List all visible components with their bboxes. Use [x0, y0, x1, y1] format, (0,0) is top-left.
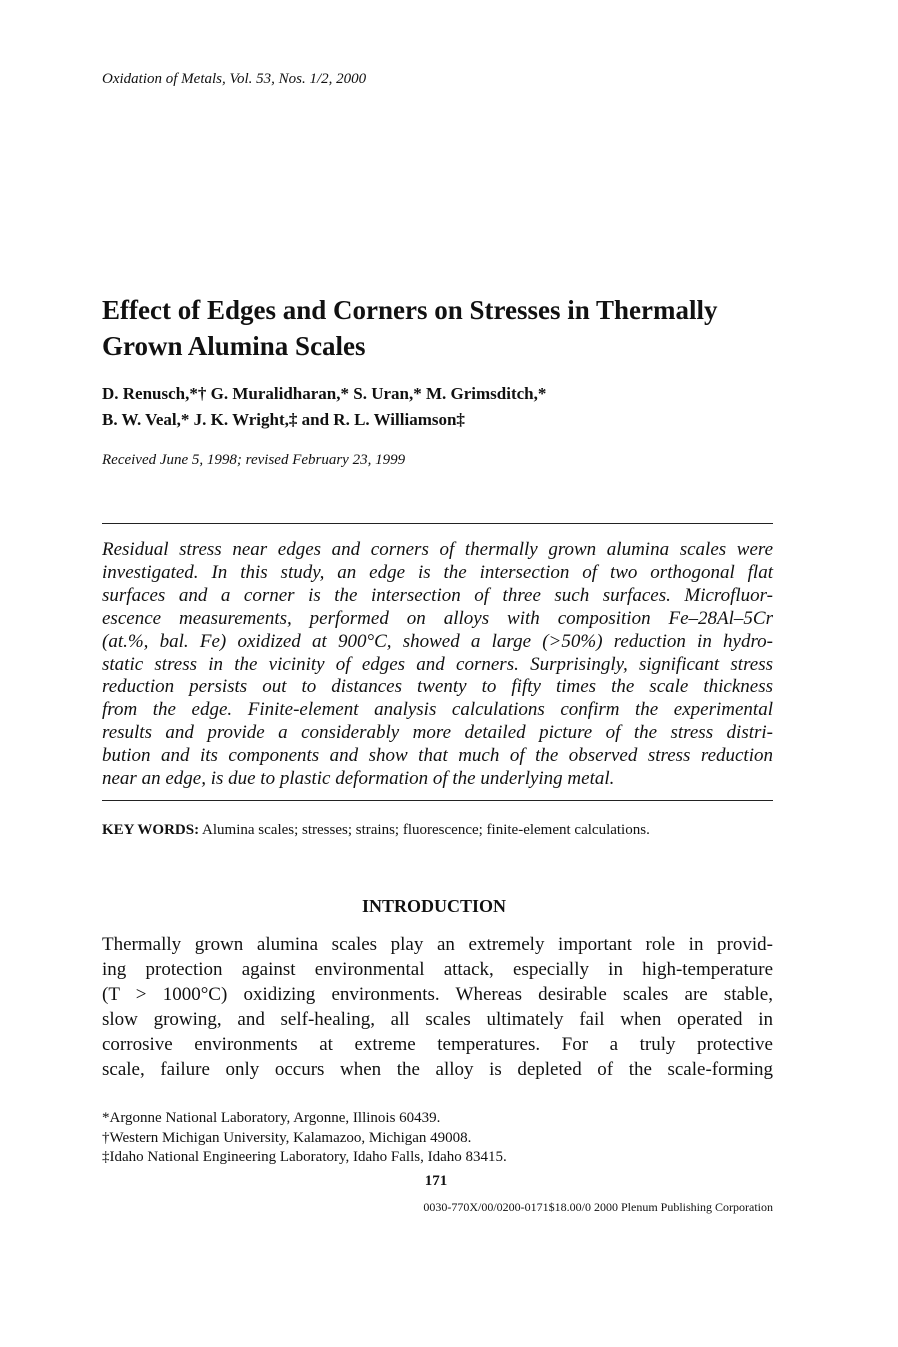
- author-line: D. Renusch,*† G. Muralidharan,* S. Uran,* M. Grimsditch,*: [102, 384, 547, 403]
- abstract-line: (at.%, bal. Fe) oxidized at 900°C, showed a large (>50%) reduction in hydro-: [102, 630, 773, 652]
- body-line: slow growing, and self-healing, all scales ultimately fail when operated in: [102, 1009, 773, 1030]
- keywords: [102, 822, 650, 839]
- abstract-line: investigated. In this study, an edge is the intersection of two orthogonal flat: [102, 561, 773, 583]
- abstract-line: from the edge. Finite-element analysis calculations confirm the experimental: [102, 699, 773, 721]
- body-line: (T > 1000°C) oxidizing environments. Whereas desirable scales are stable,: [102, 984, 773, 1005]
- title-line: Effect of Edges and Corners on Stresses in Thermally: [102, 295, 718, 325]
- received-dates: Received June 5, 1998; revised February 23, 1999: [102, 452, 406, 468]
- section-heading: INTRODUCTION: [361, 896, 507, 916]
- body-line: scale, failure only occurs when the alloy is depleted of the scale-forming: [102, 1059, 773, 1080]
- abstract-bottom-rule: [102, 800, 773, 801]
- journal-citation: Oxidation of Metals, Vol. 53, Nos. 1/2, 2000: [102, 71, 367, 87]
- abstract-line: static stress in the vicinity of edges and corners. Surprisingly, significant stress: [102, 653, 773, 675]
- article-title: [102, 292, 792, 364]
- keywords-label: KEY WORDS:: [102, 822, 200, 838]
- footnote: *Argonne National Laboratory, Argonne, Illinois 60439.: [102, 1110, 441, 1126]
- body-text: [102, 932, 773, 1082]
- copyright-line: 0030-770X/00/0200-0171$18.00/0 2000 Plenum Publishing Corporation: [423, 1200, 773, 1214]
- abstract-line: Residual stress near edges and corners of thermally grown alumina scales were: [102, 539, 773, 560]
- abstract-line: surfaces and a corner is the intersection of three such surfaces. Microfluor-: [102, 584, 773, 606]
- body-line: Thermally grown alumina scales play an extremely important role in provid-: [102, 934, 773, 955]
- abstract-line: bution and its components and show that much of the observed stress reduction: [102, 745, 773, 767]
- footnote: †Western Michigan University, Kalamazoo, Michigan 49008.: [102, 1129, 472, 1146]
- author-list: [102, 381, 546, 433]
- footnotes: [102, 1109, 507, 1168]
- abstract-line: escence measurements, performed on alloys with composition Fe–28Al–5Cr: [102, 607, 773, 629]
- abstract-line: results and provide a considerably more detailed picture of the stress distri-: [102, 722, 773, 744]
- page-number: 171: [424, 1173, 448, 1189]
- footnote: ‡Idaho National Engineering Laboratory, Idaho Falls, Idaho 83415.: [102, 1149, 507, 1165]
- abstract-top-rule: [102, 523, 773, 524]
- abstract-line: reduction persists out to distances twenty to fifty times the scale thickness: [102, 676, 773, 698]
- author-line: B. W. Veal,* J. K. Wright,‡ and R. L. Williamson‡: [102, 410, 465, 429]
- body-line: ing protection against environmental attack, especially in high-temperature: [102, 959, 773, 980]
- title-line: Grown Alumina Scales: [102, 331, 366, 361]
- keywords-text: Alumina scales; stresses; strains; fluorescence; finite-element calculations.: [202, 822, 650, 838]
- body-line: corrosive environments at extreme temperatures. For a truly protective: [102, 1034, 773, 1055]
- abstract: [102, 539, 773, 791]
- abstract-line: near an edge, is due to plastic deformation of the underlying metal.: [102, 768, 615, 790]
